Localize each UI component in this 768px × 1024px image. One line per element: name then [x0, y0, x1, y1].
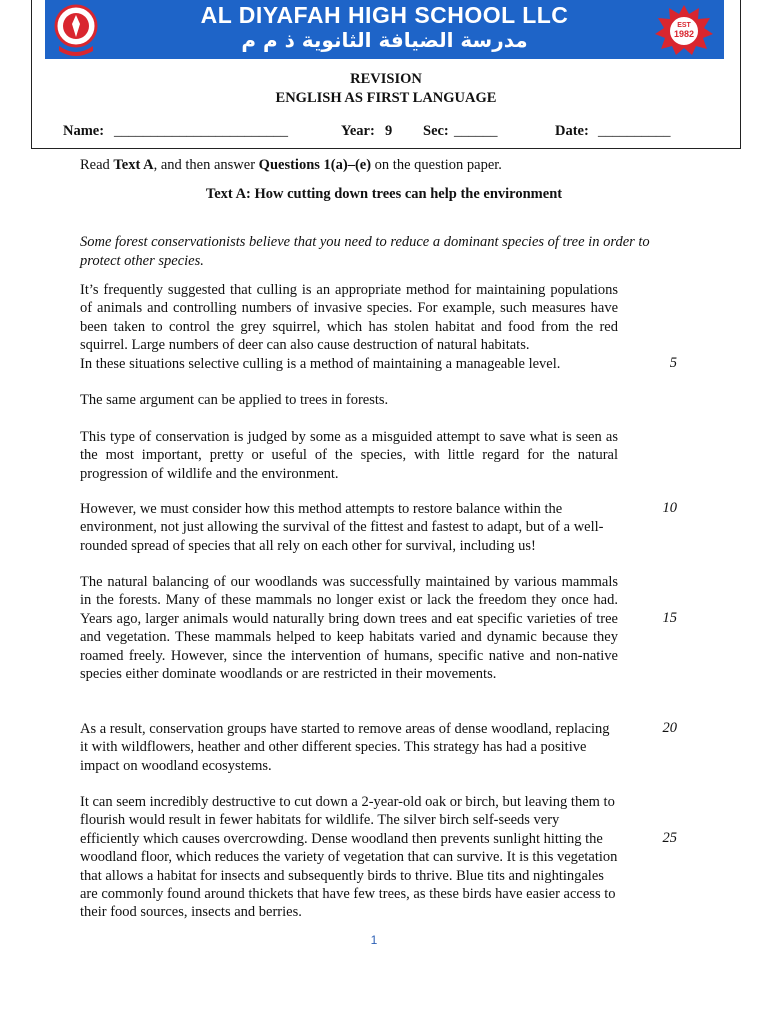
date-label: Date: — [555, 123, 589, 139]
line-number-15: 15 — [662, 610, 677, 626]
year-label: Year: — [341, 123, 375, 139]
year-value: 9 — [385, 123, 393, 139]
school-name-arabic: مدرسة الضيافة الثانوية ذ م م — [241, 28, 528, 52]
title-subject: ENGLISH AS FIRST LANGUAGE — [275, 90, 497, 106]
line-number-20: 20 — [662, 720, 677, 736]
name-label: Name: — [63, 123, 105, 139]
seal-year-text: 1982 — [673, 29, 695, 39]
line-number-5: 5 — [669, 355, 677, 371]
paragraph-5: The natural balancing of our woodlands was successfully maintained by various mammals in the forests. Many of these mammals no longer exist or lack the freedom they once had. Years ago, larger animals would naturally bring down trees and eat specific varieties of tree and vegetation. These mammals helped to keep habitats varied and dynamic because they roamed freely. However, since the intervention of humans, specific native and non-native species either dominate woodlands or are restricted in their movements. — [80, 574, 618, 683]
paragraph-7: It can seem incredibly destructive to cut down a 2-year-old oak or birch, but leaving them to flourish would result in fewer habitats for wildlife. The silver birch self-seeds very efficiently which causes overcrowding. Dense woodland then prevents sunlight hitting the woodland floor, which reduces the variety of vegetation that can survive. It is this vegetation that allows a habitat for insects and subsequently birds to thrive. Blue tits and nightingales are commonly found around thickets that have few trees, as these birds have easier access to their food sources, insects and berries. — [80, 794, 618, 921]
school-name-english: AL DIYAFAH HIGH SCHOOL LLC — [200, 2, 569, 28]
instruction-text-ref: Text A — [113, 157, 154, 173]
instruction-read: Read — [80, 157, 114, 173]
paragraph-2: The same argument can be applied to trees in forests. — [80, 392, 389, 408]
document-title — [32, 70, 740, 108]
instruction-then: , and then answer — [153, 157, 259, 173]
line-number-25: 25 — [662, 830, 677, 846]
line-number-10: 10 — [662, 500, 677, 516]
paragraph-3: This type of conservation is judged by some as a misguided attempt to save what is seen as the most important, pretty or useful of the species, with little regard for the natural progression of wildlife and the environment. — [80, 429, 618, 482]
name-field[interactable]: ________________________ — [114, 123, 288, 139]
sec-field[interactable]: ______ — [454, 123, 498, 139]
paragraph-6: As a result, conservation groups have started to remove areas of dense woodland, replacing it with wildflowers, heather and other different species. This strategy has had a positive impact on woodland ecosystems. — [80, 721, 610, 774]
paragraph-1: It’s frequently suggested that culling is an appropriate method for maintaining populations of animals and controlling numbers of invasive species. For example, such measures have been taken to control the grey squirrel, which has stolen habitat and food from the red squirrel. Large numbers of deer can also cause destruction of natural habitats. — [80, 282, 618, 354]
school-banner — [45, 0, 724, 59]
paragraph-1b: In these situations selective culling is a method of maintaining a manageable level. — [80, 356, 561, 372]
title-revision: REVISION — [350, 71, 422, 87]
paragraph-4: However, we must consider how this method attempts to restore balance within the environment, not just allowing the survival of the fittest and fastest to adapt, but of a well-rounded spread of species that all rely on each other for survival, including us! — [80, 501, 604, 554]
header-box — [31, 0, 741, 149]
establishment-seal-icon — [654, 4, 714, 56]
date-field[interactable]: __________ — [598, 123, 671, 139]
sec-label: Sec: — [423, 123, 449, 139]
page-number: 1 — [370, 933, 378, 947]
instruction-questions: Questions 1(a)–(e) — [258, 157, 372, 173]
instruction-suffix: on the question paper. — [371, 157, 502, 173]
text-title: Text A: How cutting down trees can help the environment — [205, 186, 563, 202]
seal-est-text: EST — [677, 22, 691, 29]
reading-instructions — [80, 157, 502, 174]
intro-italic: Some forest conservationists believe that you need to reduce a dominant species of tree in order to protect other species. — [80, 234, 650, 269]
